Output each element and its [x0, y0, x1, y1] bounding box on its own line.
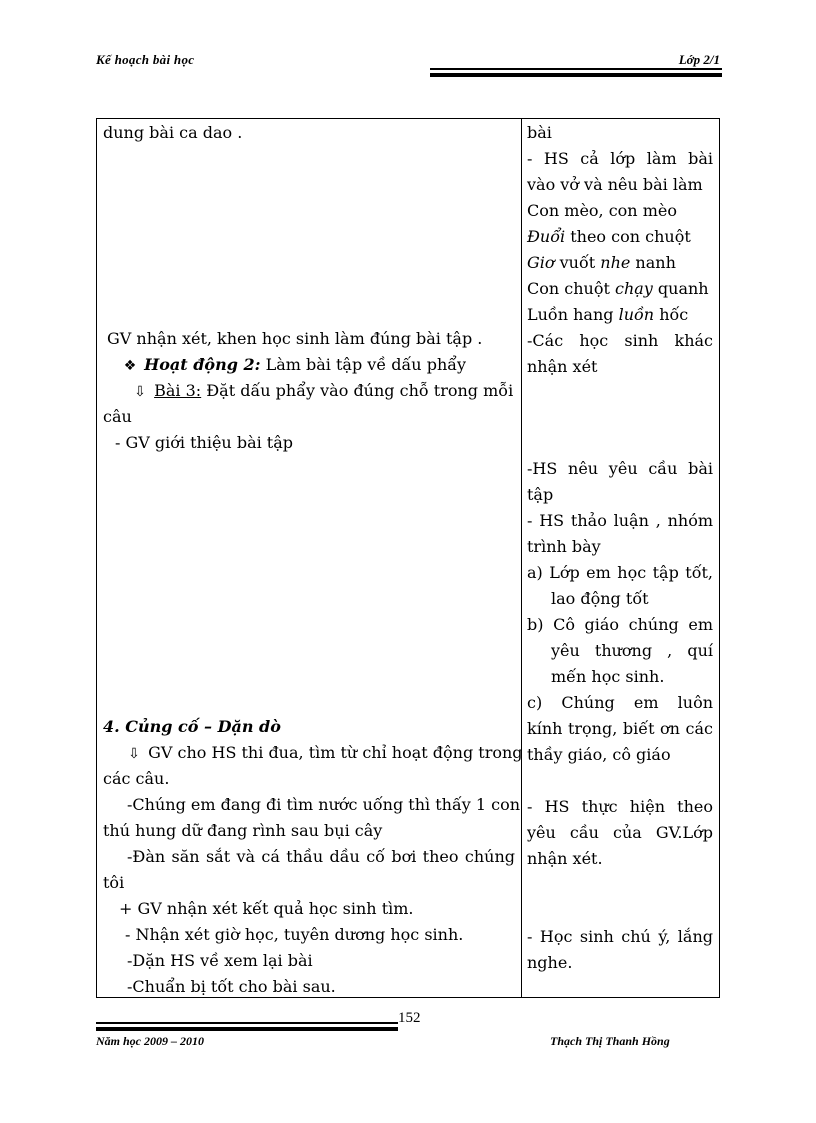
teacher-line: thú hung dữ đang rình sau bụi cây	[103, 821, 383, 840]
footer-rule	[96, 1022, 398, 1024]
teacher-line: -Dặn HS về xem lại bài	[127, 951, 313, 970]
teacher-line: -Đàn săn sắt và cá thầu dầu cố bơi theo chúng	[127, 847, 515, 866]
poem-verb: nhe	[600, 253, 631, 272]
poem-text: hốc	[654, 305, 689, 324]
answer-b: b) Cô giáo chúng em	[527, 615, 713, 634]
student-line: yêu cầu của GV.Lớp	[527, 823, 713, 842]
answer-b-cont: yêu thương , quí	[551, 641, 713, 660]
answer-c-cont: kính trọng, biết ơn các	[527, 719, 713, 738]
student-line: - HS thực hiện theo	[527, 797, 713, 816]
student-line: - HS thảo luận , nhóm	[527, 511, 713, 530]
column-divider	[521, 119, 522, 997]
teacher-line: - GV giới thiệu bài tập	[115, 433, 294, 452]
exercise-3-label: Bài 3:	[154, 381, 202, 400]
poem-line	[527, 279, 713, 299]
header-class: Lớp 2/1	[678, 52, 720, 67]
teacher-line: + GV nhận xét kết quả học sinh tìm.	[119, 899, 414, 918]
poem-text: Con chuột	[527, 279, 615, 298]
student-line: nghe.	[527, 953, 573, 972]
answer-c: c) Chúng em luôn	[527, 693, 713, 712]
footer-rule-thick	[96, 1027, 398, 1031]
activity-2-heading	[121, 355, 533, 376]
poem-line	[527, 305, 713, 325]
header-title: Kế hoạch bài học	[96, 52, 195, 67]
poem-text: quanh	[652, 279, 709, 298]
poem-line	[527, 253, 713, 273]
section-4-heading: 4. Củng cố – Dặn dò	[103, 717, 281, 736]
page-number: 152	[398, 1010, 421, 1026]
poem-text: vuốt	[554, 253, 601, 272]
teacher-line: tôi	[103, 873, 125, 892]
student-line: tập	[527, 485, 554, 504]
student-line: nhận xét	[527, 357, 598, 376]
author-name: Thạch Thị Thanh Hồng	[550, 1034, 670, 1048]
poem-line	[527, 227, 713, 247]
teacher-line: - Nhận xét giờ học, tuyên dương học sinh.	[125, 925, 464, 944]
student-line: nhận xét.	[527, 849, 603, 868]
teacher-line: câu	[103, 407, 132, 426]
poem-text: Luồn hang	[527, 305, 619, 324]
student-line: - HS cả lớp làm bài	[527, 149, 713, 168]
poem-verb: Giơ	[527, 253, 555, 272]
answer-b-cont: mến học sinh.	[551, 667, 665, 686]
teacher-line-text: GV cho HS thi đua, tìm từ chỉ hoạt động trong	[148, 743, 523, 762]
exercise-3-heading	[131, 381, 543, 402]
teacher-line: dung bài ca dao .	[103, 123, 243, 142]
activity-2-text: Làm bài tập về dấu phẩy	[260, 355, 467, 374]
student-line: trình bày	[527, 537, 601, 556]
exercise-3-text: Đặt dấu phẩy vào đúng chỗ trong mỗi	[201, 381, 514, 400]
teacher-line: -Chuẩn bị tốt cho bài sau.	[127, 977, 336, 996]
down-arrow-icon: ⇩	[128, 746, 140, 762]
activity-2-label: Hoạt động 2:	[144, 355, 261, 374]
poem-verb: chạy	[614, 279, 653, 298]
header-rule-thick	[430, 73, 722, 77]
school-year: Năm học 2009 – 2010	[96, 1034, 204, 1048]
answer-a: a) Lớp em học tập tốt,	[527, 563, 713, 582]
student-line: bài	[527, 123, 552, 142]
student-line: vào vở và nêu bài làm	[527, 175, 703, 194]
poem-verb: Đuổi	[527, 227, 566, 246]
poem-text: theo con chuột	[565, 227, 691, 246]
teacher-line: các câu.	[103, 769, 170, 788]
answer-c-cont: thầy giáo, cô giáo	[527, 745, 671, 764]
teacher-line	[125, 743, 523, 764]
poem-verb: luồn	[618, 305, 655, 324]
student-line: -Các học sinh khác	[527, 331, 713, 350]
header-rule	[430, 68, 722, 70]
student-line: - Học sinh chú ý, lắng	[527, 927, 713, 946]
teacher-line: GV nhận xét, khen học sinh làm đúng bài tập .	[107, 329, 483, 348]
teacher-line: -Chúng em đang đi tìm nước uống thì thấy 1 con	[127, 795, 521, 814]
answer-a-cont: lao động tốt	[551, 589, 649, 608]
student-line: -HS nêu yêu cầu bài	[527, 459, 713, 478]
lesson-table	[96, 118, 720, 998]
poem-line: Con mèo, con mèo	[527, 201, 677, 220]
diamond-bullet-icon: ❖	[123, 358, 137, 374]
poem-text: nanh	[630, 253, 676, 272]
down-arrow-icon: ⇩	[134, 384, 146, 400]
